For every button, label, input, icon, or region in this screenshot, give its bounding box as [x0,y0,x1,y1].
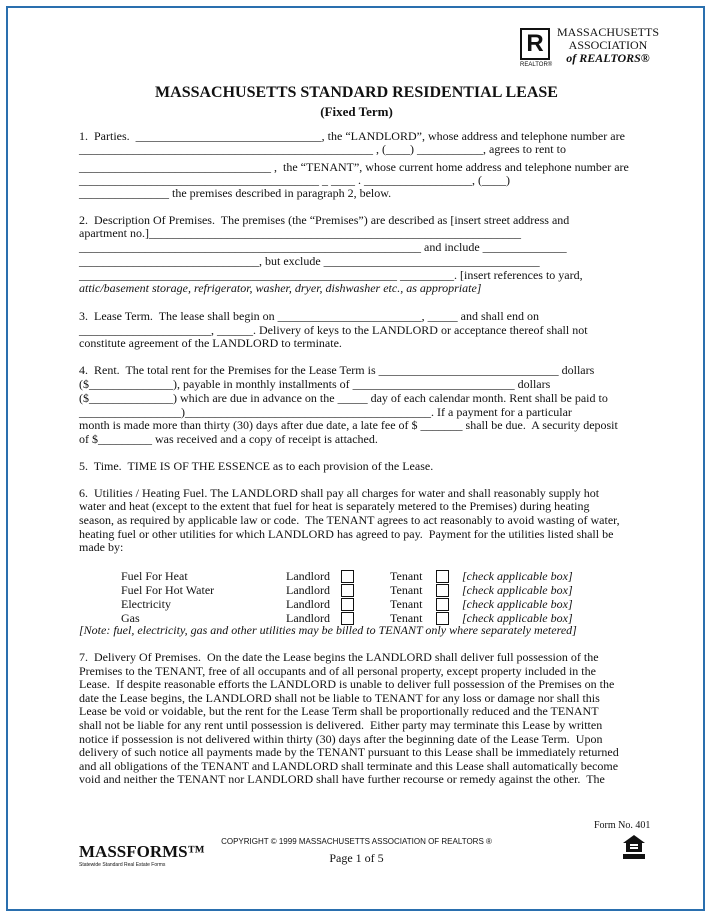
lease-text-line: ($______________) which are due in advance on the _____ day of each calendar month. Rent shall be paid to [79,391,608,405]
lease-text-line: 4. Rent. The total rent for the Premises for the Lease Term is ______________________________ dollars [79,363,595,377]
lease-text-line: month is made more than thirty (30) days after due date, a late fee of $ _______ shall be due. A security deposit [79,418,618,432]
utility-name: Electricity [121,597,171,611]
lease-text-line: 3. Lease Term. The lease shall begin on ________________________, _____ and shall end on [79,309,539,323]
lease-text-line: _________________________________________________________ and include ______________ [79,240,567,254]
delivery-text-line: date the Lease begins, the LANDLORD shall not be liable to TENANT for any loss or damage nor shall this [79,690,600,705]
tenant-label: Tenant [390,611,423,625]
landlord-label: Landlord [286,569,330,583]
landlord-label: Landlord [286,611,330,625]
check-note: [check applicable box] [462,611,573,625]
tenant-label: Tenant [390,583,423,597]
lease-text-line: 6. Utilities / Heating Fuel. The LANDLORD shall pay all charges for water and shall reasonably supply hot [79,486,600,500]
lease-text-line: ______________________________, but exclude ____________________________________ [79,254,540,268]
lease-text-line: apartment no.]______________________________________________________________ [79,226,521,240]
check-note: [check applicable box] [462,569,573,583]
form-number: Form No. 401 [594,820,651,831]
delivery-text-line: Lease. If despite reasonable efforts the LANDLORD is unable to deliver full possession of the Premises on the [79,677,615,692]
association-name [556,26,660,65]
landlord-label: Landlord [286,583,330,597]
lease-text-line: 5. Time. TIME IS OF THE ESSENCE as to each provision of the Lease. [79,459,434,473]
realtor-logo [520,26,660,72]
realtor-mark: REALTOR® [520,62,553,68]
delivery-text-line: void and neither the TENANT nor LANDLORD shall have further recourse or remedy against the other. The [79,772,605,787]
tenant-checkbox[interactable] [436,584,449,597]
lease-text-line: of $_________ was received and a copy of receipt is attached. [79,432,378,446]
massforms-brand: MASSFORMS™ [79,842,205,861]
lease-text-line: _______________ the premises described in paragraph 2, below. [79,186,392,200]
utilities-footnote: [Note: fuel, electricity, gas and other utilities may be billed to TENANT only where separately metered] [79,623,577,637]
landlord-checkbox[interactable] [341,584,354,597]
delivery-text-line: shall not be liable for any rent until possession is delivered. Either party may terminate this Lease by written [79,718,603,732]
lease-text-line: attic/basement storage, refrigerator, washer, dryer, dishwasher etc., as appropriate] [79,281,482,295]
lease-text-line: ________________________________________ _ ____ . __________________, (____) [79,173,510,187]
lease-text-line: ($______________), payable in monthly installments of ___________________________ dollars [79,377,551,391]
delivery-text-line: notice if possession is not delivered within thirty (30) days after the beginning date of the Lease Term. Upon [79,731,603,746]
realtor-r-icon: R [520,28,550,60]
delivery-text-line: 7. Delivery Of Premises. On the date the Lease begins the LANDLORD shall deliver full possession of the [79,650,599,664]
lease-text-line: constitute agreement of the LANDLORD to terminate. [79,336,342,350]
lease-text-line: ________________________________ , the “TENANT”, whose current home address and telephone number are [79,160,629,174]
tenant-checkbox[interactable] [436,570,449,583]
copyright-notice: COPYRIGHT © 1999 MASSACHUSETTS ASSOCIATION OF REALTORS ® [221,837,492,846]
equal-housing-icon [622,834,646,860]
landlord-checkbox[interactable] [341,570,354,583]
delivery-text-line: Premises to the TENANT, free of all occupants and of all personal property, except property included in the [79,663,596,678]
org-line: MASSACHUSETTS [556,25,660,39]
delivery-text-line: delivery of such notice all payments made by the TENANT pursuant to this Lease shall be immediately returned [79,745,619,760]
tenant-label: Tenant [390,597,423,611]
utility-name: Gas [121,611,140,625]
delivery-text-line: Lease be void or voidable, but the rent for the Lease Term shall be proportionally reduced and the TENANT [79,704,599,719]
lease-text-line: _________________________________________________ , (____) ___________, agrees to rent to [79,142,566,156]
delivery-text-line: and all obligations of the TENANT and LANDLORD shall terminate and this Lease shall automatically become [79,758,619,773]
utility-name: Fuel For Hot Water [121,583,215,597]
utility-name: Fuel For Heat [121,569,188,583]
check-note: [check applicable box] [462,597,573,611]
lease-text-line: season, as required by applicable law or code. The TENANT agrees to act reasonably to avoid wasting of water, [79,513,620,527]
lease-text-line: _________________)_________________________________________. If a payment for a particular [79,405,572,419]
lease-text-line: ______________________, ______. Delivery of keys to the LANDLORD or acceptance thereof shall not [79,323,588,337]
org-line: ASSOCIATION [568,38,648,52]
document-title: MASSACHUSETTS STANDARD RESIDENTIAL LEASE [155,84,558,101]
landlord-checkbox[interactable] [341,598,354,611]
lease-text-line: _____________________________________________________ _________. [insert references to yard, [79,268,583,282]
lease-text-line: 2. Description Of Premises. The premises (the “Premises”) are described as [insert street address and [79,213,570,227]
lease-text-line: water and heat (except to the extent that fuel for heat is separately metered to the Premises) during heating [79,499,590,513]
lease-text-line: heating fuel or other utilities for which LANDLORD has agreed to pay. Payment for the utilities listed shall be [79,527,614,541]
document-subtitle: (Fixed Term) [320,104,393,119]
landlord-label: Landlord [286,597,330,611]
check-note: [check applicable box] [462,583,573,597]
lease-text-line: made by: [79,540,124,554]
tenant-label: Tenant [390,569,423,583]
lease-text-line: 1. Parties. _______________________________, the “LANDLORD”, whose address and telephone number are [79,129,625,143]
org-line: of REALTORS® [566,51,650,65]
massforms-tagline: Statewide Standard Real Estate Forms [79,862,166,868]
tenant-checkbox[interactable] [436,598,449,611]
page-number: Page 1 of 5 [329,851,384,865]
